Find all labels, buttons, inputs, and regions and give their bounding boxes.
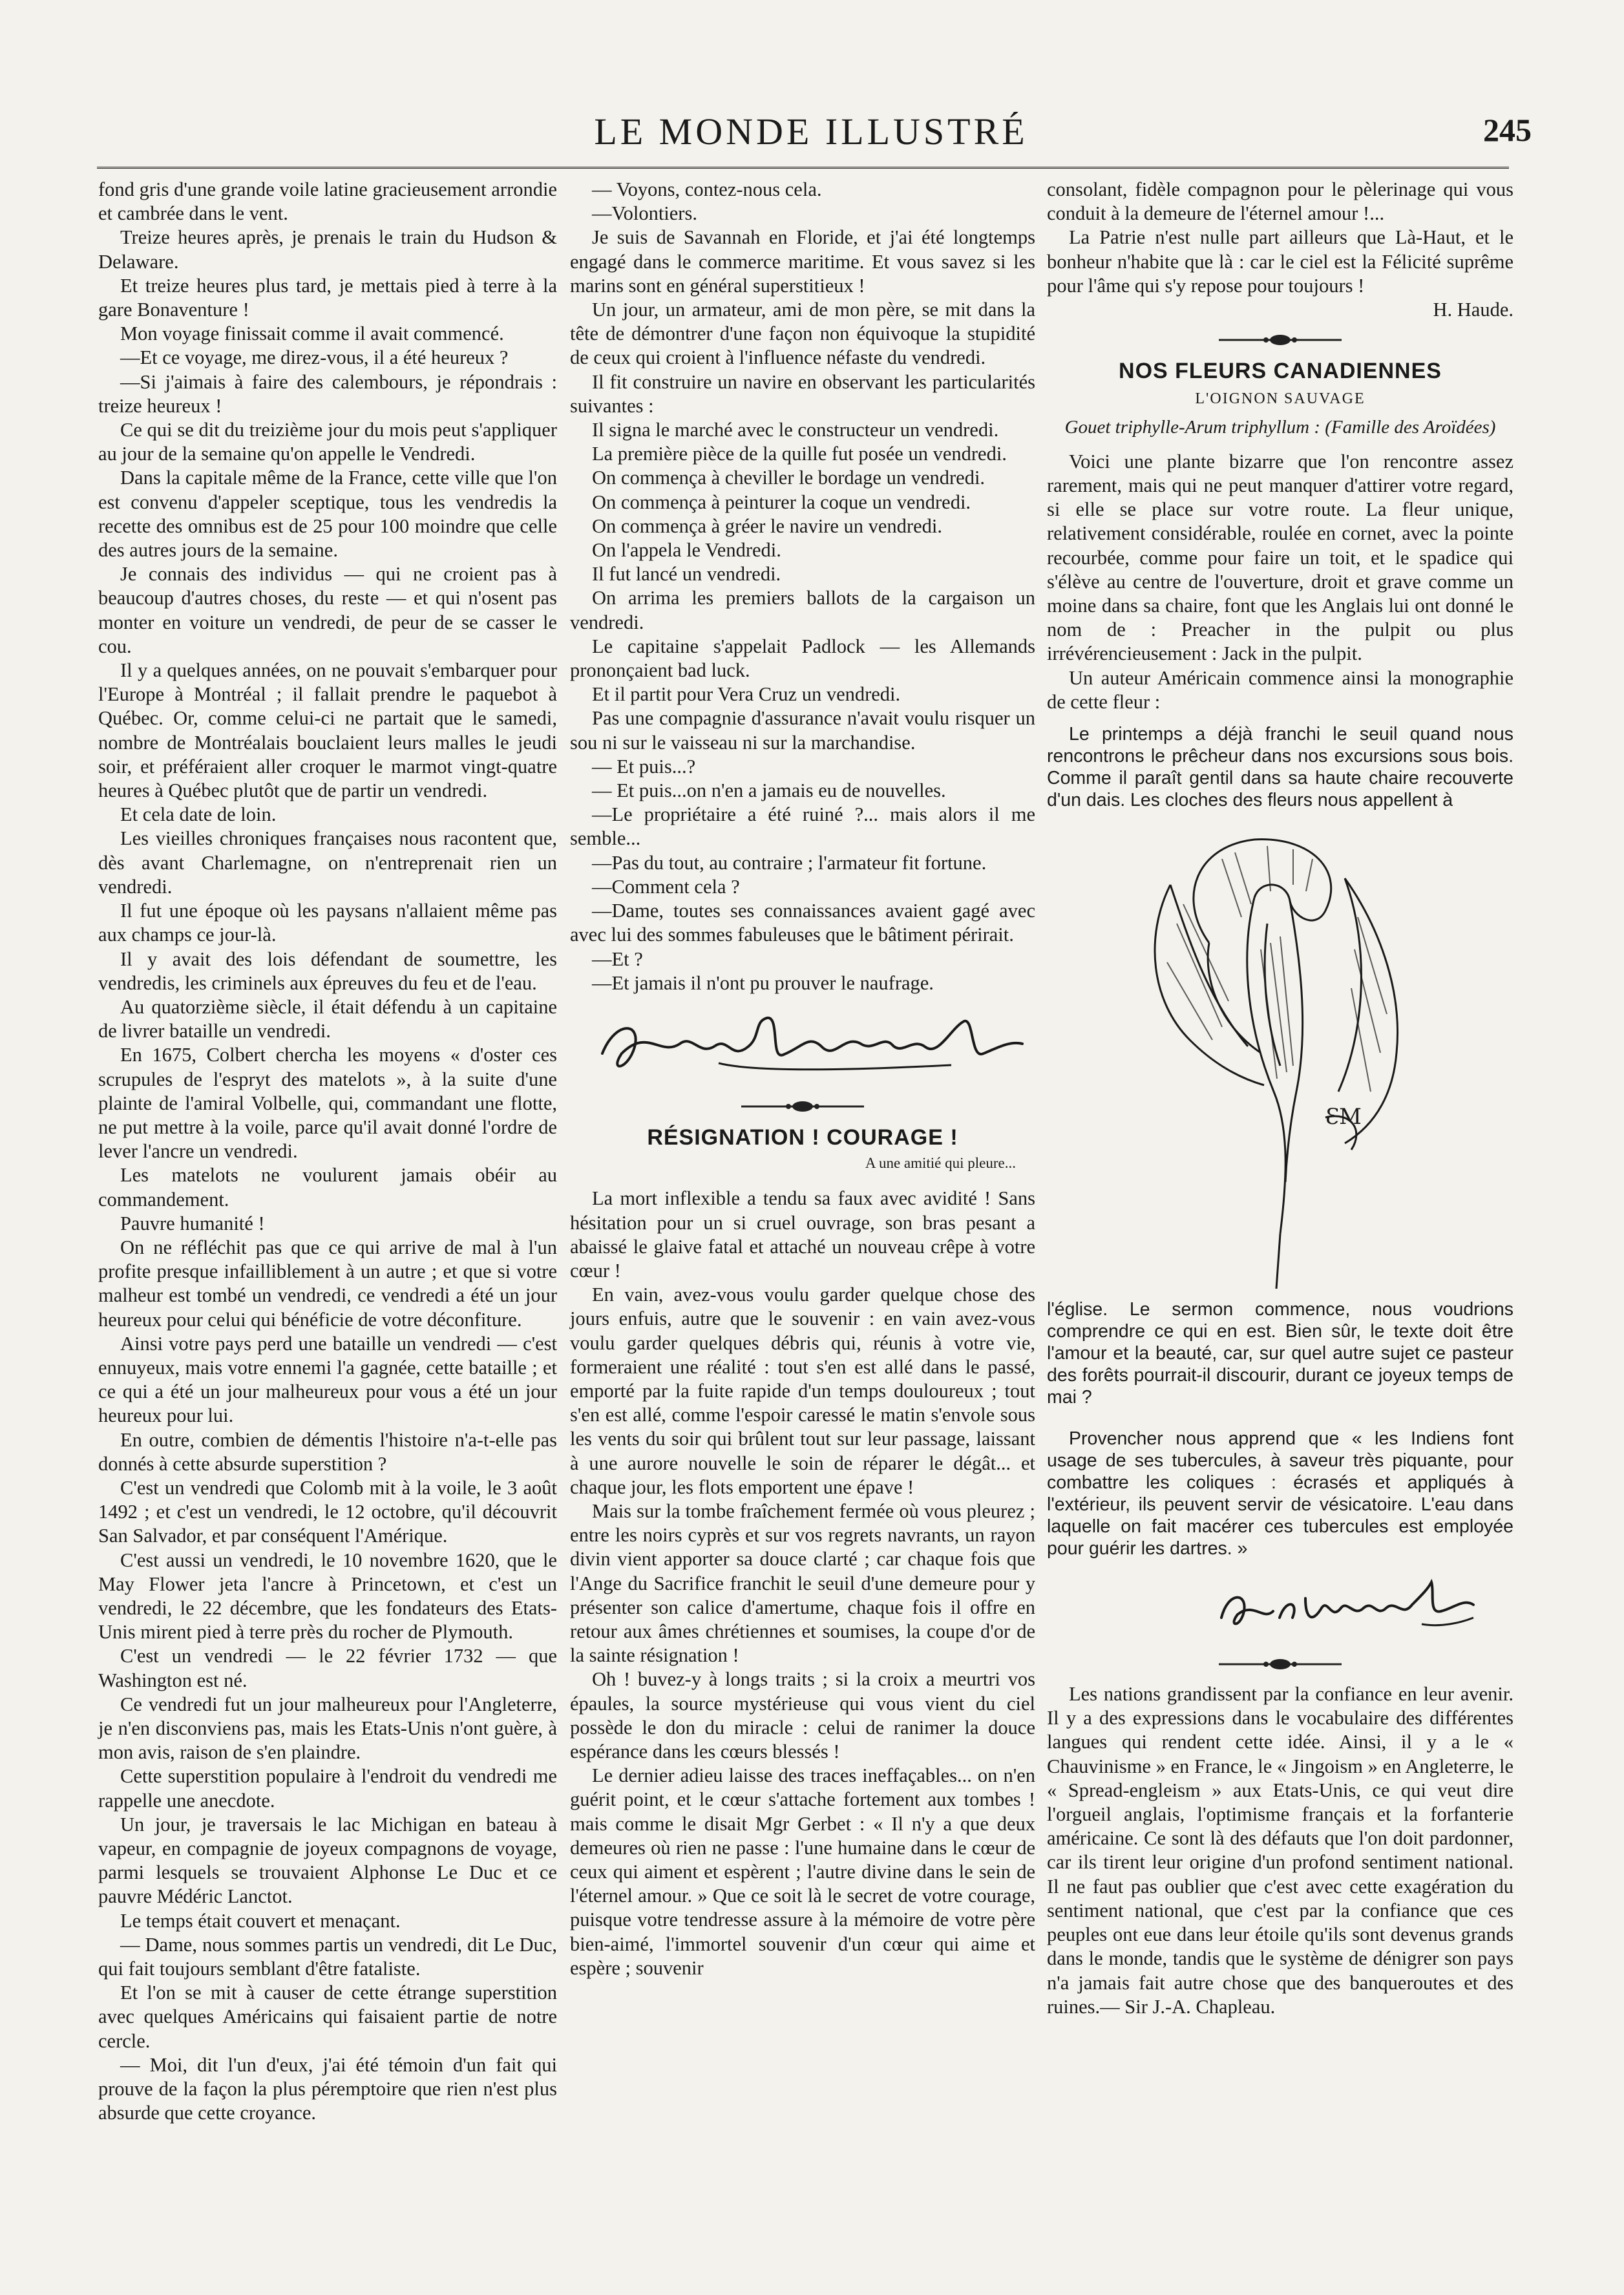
paragraph: — Et puis...on n'en a jamais eu de nouvelles.: [592, 779, 946, 802]
article-title-fleurs: NOS FLEURS CANADIENNES: [1119, 359, 1442, 384]
paragraph: Ce vendredi fut un jour malheureux pour l'Angleterre, je n'en disconviens pas, mais les Etats-Unis n'ont guère, à mon avis, raison de s'en plaindre.: [98, 1693, 557, 1764]
paragraph: Et il partit pour Vera Cruz un vendredi.: [592, 683, 901, 706]
paragraph: C'est un vendredi que Colomb mit à la voile, le 3 août 1492 ; et c'est un vendredi, le 12 octobre, qu'il découvrit San Salvador, et par conséquent l'Amérique.: [98, 1476, 557, 1547]
quote-end: l'église. Le sermon commence, nous voudrions comprendre ce qui en est. Bien sûr, le texte doit être l'amour et la beauté, car, sur quel autre sujet ce pasteur des forêts pourrait-il discourir, durant ce joyeux temps de mai ?: [1047, 1299, 1513, 1408]
paragraph: Il y a quelques années, on ne pouvait s'embarquer pour l'Europe à Montréal ; il fallait prendre le paquebot à Québec. Or, comme celui-ci ne partait que le samedi, nombre de Montréalais bouclaient leurs malles le jeudi soir, et préféraient aller croquer le marmot vingt-quatre heures à Québec plutôt que de partir un vendredi.: [98, 659, 557, 802]
paragraph: Il signa le marché avec le constructeur un vendredi.: [592, 419, 999, 441]
paragraph: Voici une plante bizarre que l'on rencontre assez rarement, mais qui ne peut manquer d'attirer votre regard, si elle se place sur votre route. La fleur unique, relativement considérable, roulée en cornet, avec la pointe recourbée, comme pour faire un toit, et le spadice qui s'élève au centre de l'ouverture, droit et grave comme un moine dans sa chaire, font que les Anglais lui ont donné le nom de : Preacher in the pulpit ou plus irrévérencieusement : Jack in the pulpit.: [1047, 450, 1513, 665]
paragraph: —Dame, toutes ses connaissances avaient gagé avec avec lui des sommes fabuleuses que le bâtiment périrait.: [570, 900, 1035, 946]
paragraph: C'est aussi un vendredi, le 10 novembre 1620, que le May Flower jeta l'ancre à Princetown, et c'est un vendredi, le 22 décembre, que les fondateurs des Etats-Unis mirent pied à terre près du rocher de Plymouth.: [98, 1549, 557, 1644]
paragraph: Ce qui se dit du treizième jour du mois peut s'appliquer au jour de la semaine qu'on appelle le Vendredi.: [98, 419, 557, 465]
paragraph: On commença à peinturer la coque un vendredi.: [592, 491, 971, 513]
quote-block-continued: [1047, 1298, 1513, 1560]
page-number: 245: [1483, 112, 1532, 148]
masthead-rule: [97, 167, 1509, 169]
paragraph: Le capitaine s'appelait Padlock — les Allemands prononçaient bad luck.: [570, 635, 1035, 682]
paragraph: Un auteur Américain commence ainsi la monographie de cette fleur :: [1047, 666, 1513, 713]
paragraph: Treize heures après, je prenais le train du Hudson & Delaware.: [98, 226, 557, 273]
jack-in-the-pulpit-illustration: [1132, 820, 1429, 1292]
paragraph: Cette superstition populaire à l'endroit du vendredi me rappelle une anecdote.: [98, 1765, 557, 1812]
masthead: [103, 110, 1532, 162]
paragraph: Les vieilles chroniques françaises nous racontent que, dès avant Charlemagne, on n'entreprenait rien un vendredi.: [98, 827, 557, 898]
paragraph: consolant, fidèle compagnon pour le pèlerinage qui vous conduit à la demeure de l'éternel amour !...: [1047, 178, 1513, 225]
paragraph: En vain, avez-vous voulu garder quelque chose des jours enfuis, autre que le souvenir : en vain avez-vous voulu garder quelques débris qui, réunis à votre vie, formeraient une réalité : tout s'en est allé dans le passé, emporté par la fuite rapide d'un temps douloureux ; tout s'en est allé, comme l'espoir caressé le matin s'envole sous les vents du soir qui brûlent tout sur leur passage, laissant à une aurore nouvelle le soin de réparer le dégât... et chaque jour, les flots emportent une épave !: [570, 1284, 1035, 1498]
paragraph: —Comment cela ?: [592, 875, 740, 898]
paragraph: Les nations grandissent par la confiance en leur avenir. Il y a des expressions dans le vocabulaire des différentes langues qui rendent cette idée. Ainsi, il y a le « Chauvinisme » en France, le « Jingoism » en Angleterre, le « Spread-engleism » aux Etats-Unis, ce qui veut dire l'orgueil anglais, l'optimisme français et la forfanterie américaine. Ce sont là des défauts que l'on doit pardonner, car ils tirent leur origine d'un profond sentiment national. Il ne faut pas oublier que c'est avec cette exagération du sentiment national, que c'est par la confiance que ces peuples ont eue dans leur étoile qu'ils sont devenus grands dans le monde, tandis que le système de dénigrer son pays n'a jamais fait autre chose que des banqueroutes et des ruines.— Sir J.-A. Chapleau.: [1047, 1683, 1513, 2018]
paragraph: Il fit construire un navire en observant les particularités suivantes :: [570, 370, 1035, 417]
paragraph: La première pièce de la quille fut posée un vendredi.: [592, 443, 1007, 465]
paragraph: En 1675, Colbert chercha les moyens « d'oster ces scrupules de l'espryt des matelots », à la suite d'une plainte de l'amiral Volbelle, qui, commandant une flotte, ne put mettre à la voile, parce qu'il avait donné l'ordre de lever l'ancre un vendredi.: [98, 1044, 557, 1163]
paragraph: —Volontiers.: [592, 202, 697, 225]
masthead-title: LE MONDE ILLUSTRÉ: [594, 111, 1028, 153]
paragraph: On commença à gréer le navire un vendredi.: [592, 514, 942, 537]
paragraph: En outre, combien de démentis l'histoire n'a-t-elle pas donnés à cette absurde superstition ?: [98, 1428, 557, 1475]
paragraph: Et treize heures plus tard, je mettais pied à terre à la gare Bonaventure !: [98, 274, 557, 321]
paragraph: — Voyons, contez-nous cela.: [592, 178, 822, 200]
paragraph: —Et jamais il n'ont pu prouver le naufrage.: [592, 971, 934, 994]
paragraph: Un jour, un armateur, ami de mon père, se mit dans la tête de démontrer d'une façon non équivoque la stupidité de ceux qui croient à l'influence néfaste du vendredi.: [570, 299, 1035, 369]
column-2: [570, 178, 1035, 1980]
paragraph: fond gris d'une grande voile latine gracieusement arrondie et cambrée dans le vent.: [98, 178, 557, 225]
paragraph: La mort inflexible a tendu sa faux avec avidité ! Sans hésitation pour un si cruel ouvrage, son bras pesant a abaissé le glaive fatal et attaché un nouveau crêpe à votre cœur !: [570, 1187, 1035, 1282]
paragraph: —Et ?: [592, 947, 643, 970]
paragraph: La Patrie n'est nulle part ailleurs que Là-Haut, et le bonheur n'habite que là : car le ciel est la Félicité suprême pour l'âme qui s'y repose pour toujours !: [1047, 226, 1513, 297]
paragraph: — Dame, nous sommes partis un vendredi, dit Le Duc, qui fait toujours semblant d'être fataliste.: [98, 1933, 557, 1980]
paragraph: Pas une compagnie d'assurance n'avait voulu risquer un sou ni sur le vaisseau ni sur la marchandise.: [570, 707, 1035, 754]
paragraph: Il fut une époque où les paysans n'allaient même pas aux champs ce jour-là.: [98, 900, 557, 946]
paragraph: On l'appela le Vendredi.: [592, 539, 781, 562]
paragraph: Le temps était couvert et menaçant.: [120, 1909, 401, 1932]
paragraph: Et cela date de loin.: [120, 803, 277, 826]
article-title-resignation: RÉSIGNATION ! COURAGE !: [647, 1125, 958, 1150]
article-dedication: A une amitié qui pleure...: [865, 1155, 1016, 1172]
paragraph: Le dernier adieu laisse des traces ineffaçables... on n'en guérit point, et le cœur s'attache fortement aux tombes ! mais comme le disait Mgr Gerbet : « Il n'y a que deux demeures où rien ne passe : l'une humaine dans le cœur de ceux qui aiment et espèrent ; l'autre divine dans le sein de l'éternel amour. » Que ce soit là le secret de votre courage, puisque votre tendresse assure à la mémoire de votre père bien-aimé, l'immortel souvenir d'un cœur qui aime et espère ; souvenir: [570, 1764, 1035, 1979]
paragraph: Mais sur la tombe fraîchement fermée où vous pleurez ; entre les noirs cyprès et sur vos regrets navrants, un rayon divin vient apporter sa douce clarté ; car chaque fois que l'Ange du Sacrifice franchit le seuil d'une demeure pour y présenter son calice d'amertume, chaque fois il offre en retour aux âmes chrétiennes et soumises, la coupe d'or de la sainte résignation !: [570, 1499, 1035, 1667]
paragraph: —Et ce voyage, me direz-vous, il a été heureux ?: [120, 346, 509, 369]
author-byline: H. Haude.: [1433, 299, 1513, 321]
paragraph: Dans la capitale même de la France, cette ville que l'on est convenu d'appeler sceptique, tous les vendredis la recette des omnibus est de 25 pour 100 moindre que celle des autres jours de la semaine.: [98, 467, 557, 562]
paragraph: Un jour, je traversais le lac Michigan en bateau à vapeur, en compagnie de joyeux compagnons de voyage, parmi lesquels se trouvaient Alphonse Le Duc et ce pauvre Médéric Lanctot.: [98, 1813, 557, 1908]
paragraph: —Pas du tout, au contraire ; l'armateur fit fortune.: [592, 851, 987, 874]
quote-block: [1047, 723, 1513, 811]
article-subtitle: L'OIGNON SAUVAGE: [1195, 390, 1366, 408]
paragraph: Ainsi votre pays perd une bataille un vendredi — c'est ennuyeux, mais votre ennemi l'a gagnée, cette bataille ; et ce qui a été un jour malheureux pour vous a été un jour heureux pour lui.: [98, 1332, 557, 1427]
paragraph: Au quatorzième siècle, il était défendu à un capitaine de livrer bataille un vendredi.: [98, 995, 557, 1042]
paragraph: Il y avait des lois défendant de soumettre, les vendredis, les criminels aux épreuves du feu et de l'eau.: [98, 947, 557, 994]
paragraph: Les matelots ne voulurent jamais obéir au commandement.: [98, 1164, 557, 1211]
paragraph: Et l'on se mit à causer de cette étrange superstition avec quelques Américains qui faisaient partie de notre cercle.: [98, 1982, 557, 2052]
paragraph: — Et puis...?: [592, 755, 696, 777]
ornament-divider: [1216, 1656, 1345, 1672]
paragraph: C'est un vendredi — le 22 février 1732 — que Washington est né.: [98, 1645, 557, 1691]
paragraph: Oh ! buvez-y à longs traits ; si la croix a meurtri vos épaules, la source mystérieuse qui vous vient du ciel possède le don du miracle : celui de ranimer la douce espérance dans les cœurs blessés !: [570, 1668, 1035, 1762]
quote-provencher: Provencher nous apprend que « les Indiens font usage de ses tubercules, à saveur très piquante, pour combattre les coliques : écrasés et appliqués à l'extérieur, ils peuvent servir de vésicatoire. L'eau dans laquelle on fait macérer ces tubercules est employée pour guérir les dartres. »: [1047, 1428, 1513, 1560]
paragraph: —Le propriétaire a été ruiné ?... mais alors il me semble...: [570, 803, 1035, 850]
paragraph: Pauvre humanité !: [120, 1212, 265, 1234]
paragraph: Je connais des individus — qui ne croient pas à beaucoup d'autres choses, du reste — et qui n'osent pas monter en voiture un vendredi, de peur de se casser le cou.: [98, 563, 557, 657]
signature-frechette: [589, 1008, 1029, 1086]
svg-text:ƐM: ƐM: [1325, 1104, 1362, 1130]
paragraph: On ne réfléchit pas que ce qui arrive de mal à l'un profite presque infailliblement à un autre ; et que si votre malheur est tombé un vendredi, ce vendredi a été un jour heureux pour celui qui bénéficie de votre déconfiture.: [98, 1236, 557, 1331]
latin-name: Gouet triphylle-Arum triphyllum : (Famille des Aroïdées): [1064, 416, 1496, 438]
signature-massicotte: [1208, 1572, 1480, 1644]
ornament-divider: [1216, 332, 1345, 348]
paragraph: — Moi, dit l'un d'eux, j'ai été témoin d'un fait qui prouve de la façon la plus péremptoire que rien n'est plus absurde que cette croyance.: [98, 2053, 557, 2124]
column-1: [98, 178, 557, 2125]
paragraph: —Si j'aimais à faire des calembours, je répondrais : treize heureux !: [98, 370, 557, 417]
paragraph: On commença à cheviller le bordage un vendredi.: [592, 467, 986, 489]
quote-start: Le printemps a déjà franchi le seuil quand nous rencontrons le prêcheur dans nos excursions sous bois. Comme il paraît gentil dans sa haute chaire recouverte d'un dais. Les cloches des fleurs nous appellent à: [1047, 724, 1513, 811]
paragraph: On arrima les premiers ballots de la cargaison un vendredi.: [570, 587, 1035, 633]
paragraph: Je suis de Savannah en Floride, et j'ai été longtemps engagé dans le commerce maritime. Et vous savez si les marins sont en général superstitieux !: [570, 226, 1035, 297]
ornament-divider: [738, 1099, 867, 1114]
paragraph: Il fut lancé un vendredi.: [592, 563, 781, 586]
paragraph: Mon voyage finissait comme il avait commencé.: [120, 323, 504, 345]
column-3: [1047, 178, 1513, 2019]
